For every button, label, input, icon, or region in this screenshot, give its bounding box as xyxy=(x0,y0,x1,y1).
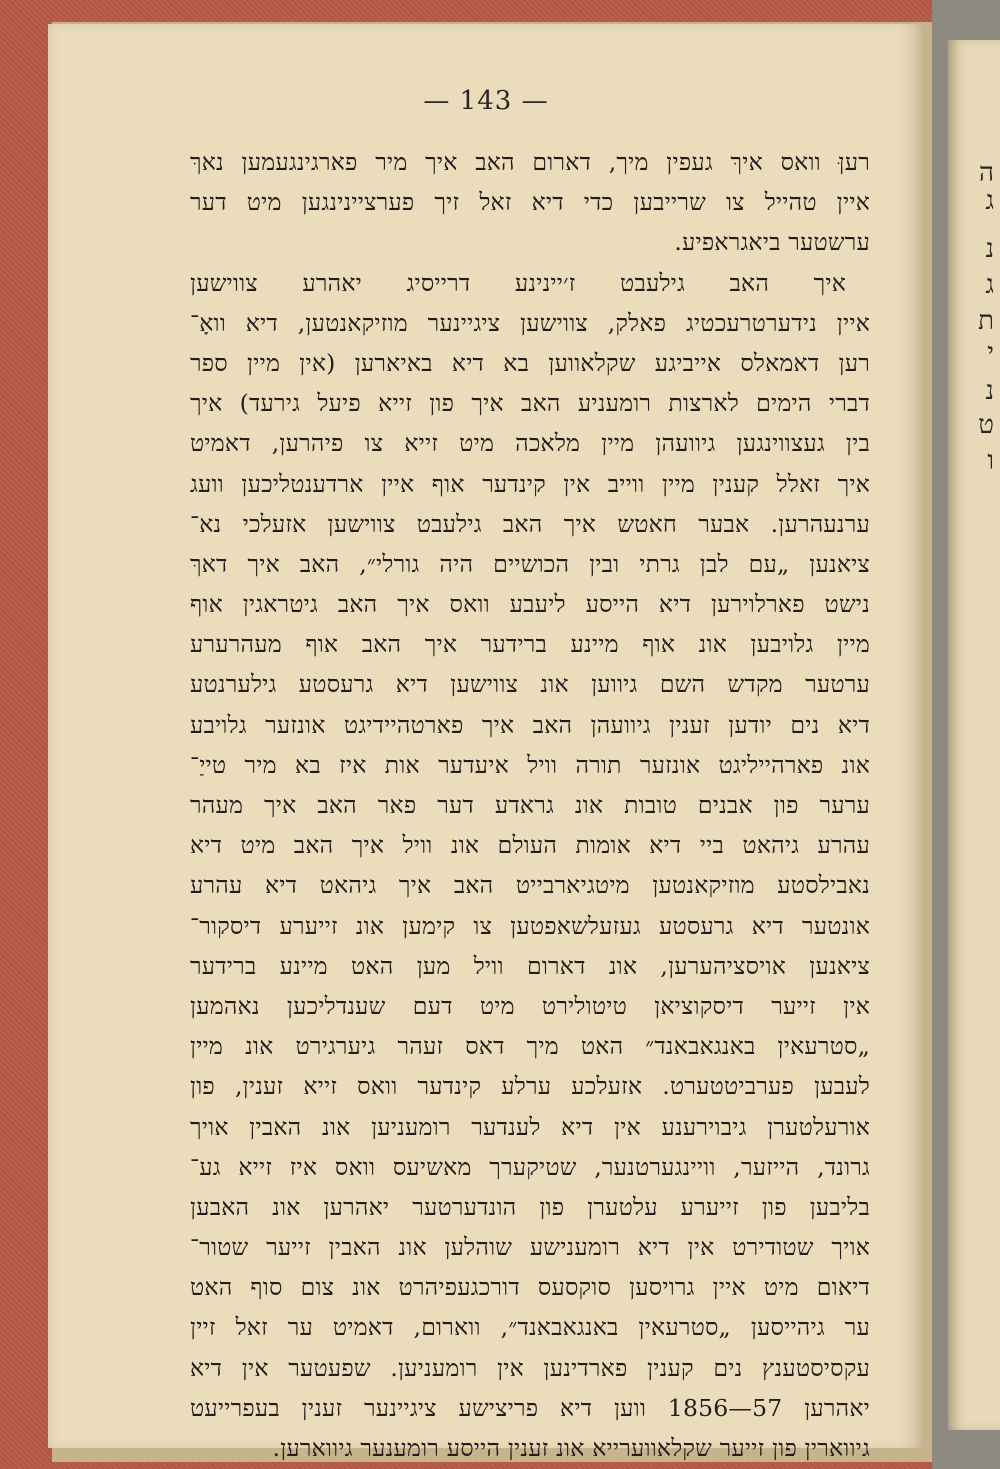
facing-page-fragment: נ xyxy=(985,376,994,406)
text-line: ציאנען „עם לבן גרתי ובין הכושיים היה גורלי״, האב איך דאךּ xyxy=(190,549,870,578)
text-line: נאבילסטע מוזיקאנטען מיטגיארבייט האב איך גיהאט דיא עהרע xyxy=(190,871,870,900)
text-line: דיאום מיט איין גרויסען סוקסעס דורכגעפיהרט אונ צום סוף האט xyxy=(190,1273,870,1302)
text-line: לעבען פערביטטערט. אזעלכע ערלע קינדער וואס זייא זענין, פון xyxy=(190,1072,870,1101)
text-line: ציאנען אויסציהערען, אונ דארום וויל מען האט מיינע ברידער xyxy=(190,951,870,980)
text-line: בליבען פון זייערע עלטערן פון הונדערטער יאהרען אונ האבען xyxy=(190,1192,870,1221)
text-line: ערטער מקדש השם גיווען אונ צווישען דיא גרעסטע גילערנטע xyxy=(190,670,870,699)
facing-page-fragment: ג xyxy=(985,186,994,216)
text-line: מיין גלויבען אונ אוף מיינע ברידער איך האב אוף מעהרערע xyxy=(190,630,870,659)
text-line: בין געצווינגען גיוועהן מיין מלאכה מיט זייא צו פיהרען, דאמיט xyxy=(190,429,870,458)
facing-page-fragment: י xyxy=(987,338,994,368)
text-line: גרונד, הייזער, וויינגערטנער, שטיקערך מאשיעס וואס איז זייא גע־ xyxy=(190,1152,870,1181)
text-line: רעןּ וואס איךּ געפין מיך, דארום האב איך מיר פארגינגעמען נאךּ xyxy=(190,148,870,176)
text-line: איך זאלל קענין מיין ווייב אין קינדער אוף איין ארדענטליכען וועג xyxy=(190,469,870,498)
text-line: אין זייער דיסקוציאן טיטולירט מיט דעם שענדליכען נאהמען xyxy=(190,991,870,1020)
text-line: ערער פון אבנים טובות אונ גראדע דער פאר האב איך מעהר xyxy=(190,791,870,819)
text-line: דברי הימים לארצות רומעניע האב איך פון זייא פיעל גירעד) איך xyxy=(190,389,870,418)
facing-page-fragment: ט xyxy=(978,410,994,440)
text-line: גיווארין פון זייער שקלאווערייא אונ זענין הייסע רומענער גיווארען. xyxy=(272,1434,870,1462)
facing-page-fragment: ו xyxy=(987,446,994,476)
text-line: איין נידערטרעכטיג פאלק, צווישען ציגיינער מוזיקאנטען, דיא וואָ־ xyxy=(190,308,870,337)
text-line: איך האב גילעבט ז׳יינינע דרייסיג יאהרע צווישען xyxy=(190,268,846,297)
book-page xyxy=(48,24,924,1462)
text-line: עקסיסטענץ נים קענין פארדינען אין רומעניען. שפעטער אין דיא xyxy=(190,1353,870,1382)
text-line: יאהרען 57—1856 ווען דיא פריצישע ציגיינער זענין בעפרייעט xyxy=(190,1393,870,1422)
text-line: אונ פארהייליגט אונזער תורה וויל איעדער אות איז בא מיר טייַ־ xyxy=(190,750,870,779)
facing-page-fragment: ת xyxy=(978,306,994,336)
text-line: ערשטער ביאגראפיע. xyxy=(674,228,870,257)
facing-page-fragment: נ xyxy=(985,234,994,264)
text-line: רען דאמאלס אייביגע שקלאווען בא דיא באיארען (אין מיין ספר xyxy=(190,348,870,377)
text-line: עהרע גיהאט ביי דיא אומות העולם אונ וויל איך האב מיט דיא xyxy=(190,831,870,860)
text-line: דיא נים יודען זענין גיוועהן האב איך פארטהיידיגט אונזער גלויבע xyxy=(190,710,870,739)
text-line: „סטרעאין באנגאבאנד״ האט מיך דאס זעהר גיערגירט אונ מיין xyxy=(190,1032,870,1061)
text-line: איין טהייל צו שרייבען כדי דיא זאל זיך פערציינינגען מיט דער xyxy=(190,188,870,217)
facing-page-fragment: ה xyxy=(979,158,994,188)
facing-page-edge xyxy=(948,40,1000,1430)
text-line: ער גיהייסען „סטרעאין באנגאבאנד״, ווארום, דאמיט ער זאל זיין xyxy=(190,1313,870,1342)
text-line: ערנעהרען. אבער חאטש איך האב גילעבט צווישען אזעלכי נא־ xyxy=(190,509,870,538)
text-line: אונטער דיא גרעסטע געזעלשאפטען צו קימען אונ זייערע דיסקור־ xyxy=(190,911,870,940)
page-number: — 143 — xyxy=(423,86,549,116)
text-line: אורעלטערן גיבוירענע אין דיא לענדער רומעניען אונ האבין אויך xyxy=(190,1112,870,1141)
facing-page-fragment: ג xyxy=(985,270,994,300)
text-line: נישט פארלוירען דיא הייסע ליעבע וואס איך האב גיטראגין אוף xyxy=(190,590,870,619)
text-line: אויך שטודירט אין דיא רומענישע שוהלען אונ האבין זייער שטור־ xyxy=(190,1233,870,1262)
text-block xyxy=(190,142,870,1468)
